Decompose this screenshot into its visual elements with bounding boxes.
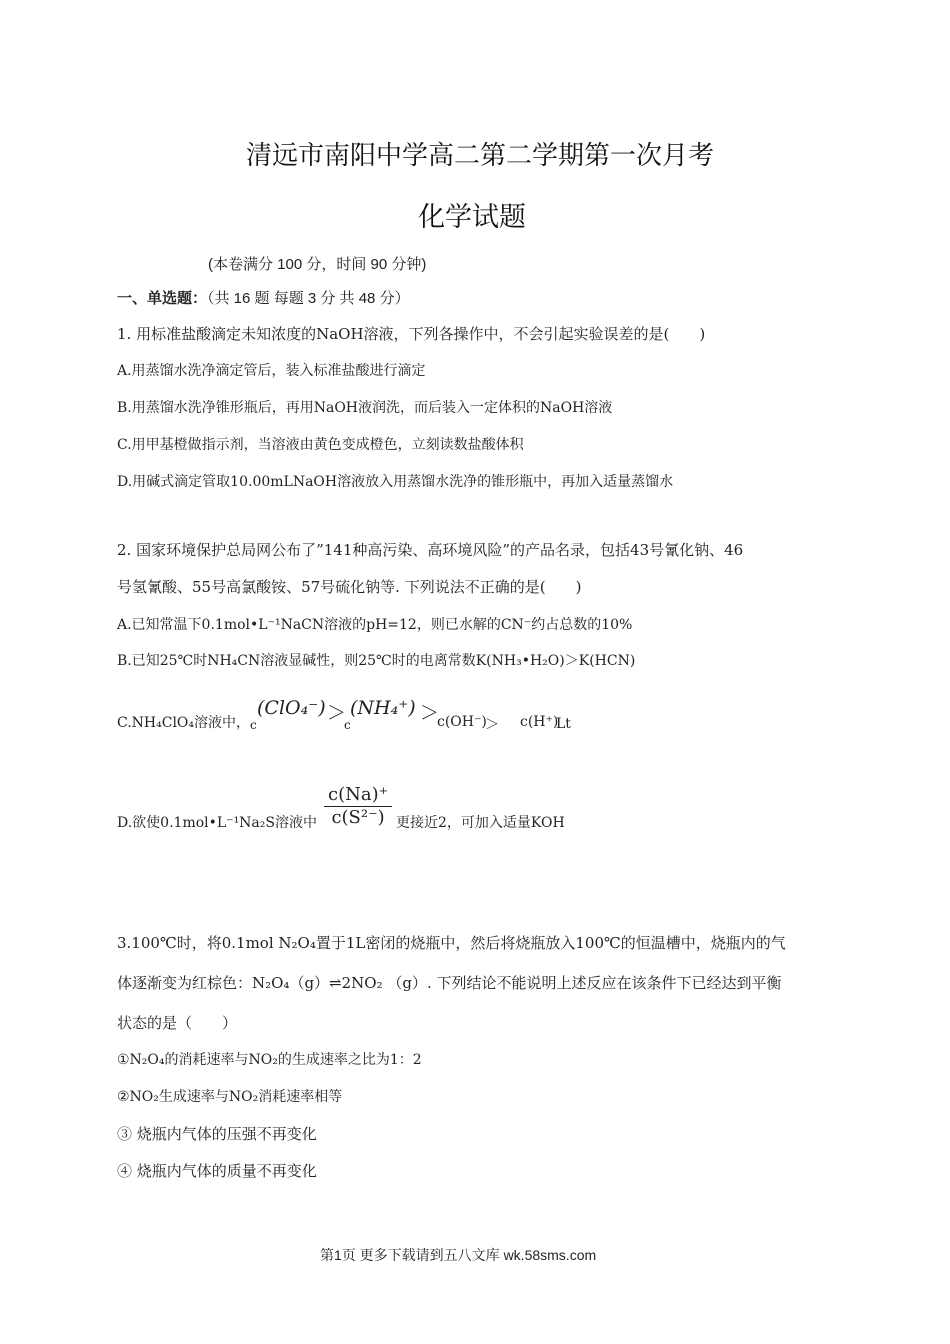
q3-stem-line1: 3.100℃时，将0.1mol N₂O₄置于1L密闭的烧瓶中，然后将烧瓶放入100℃的恒温槽中，烧瓶内的气 — [117, 934, 786, 952]
q3-stem-line2: 体逐渐变为红棕色：N₂O₄（g）⇌2NO₂ （g）. 下列结论不能说明上述反应在该条件下已经达到平衡 — [117, 974, 782, 992]
q2-c-term-h: c(H⁺) — [520, 714, 559, 730]
q2-c-symbol-1: c — [250, 718, 257, 732]
page-footer: 第1页 更多下载请到五八文库 wk.58sms.com — [320, 1247, 597, 1263]
q3-item-2: ②NO₂生成速率与NO₂消耗速率相等 — [117, 1089, 343, 1105]
q2-c-trailing-mark: Lt — [556, 716, 571, 732]
q3-item-3: ③ 烧瓶内气体的压强不再变化 — [117, 1125, 317, 1143]
section-label: 一、单选题： — [117, 290, 208, 307]
q2-option-d-suffix: 更接近2，可加入适量KOH — [396, 815, 565, 831]
q3-item-4: ④ 烧瓶内气体的质量不再变化 — [117, 1162, 317, 1180]
q1-option-d: D.用碱式滴定管取10.00mLNaOH溶液放入用蒸馏水洗净的锥形瓶中，再加入适量蒸馏水 — [117, 474, 674, 490]
section-info: （共 16 题 每题 3 分 共 48 分） — [207, 290, 410, 307]
q1-stem: 1. 用标准盐酸滴定未知浓度的NaOH溶液，下列各操作中，不会引起实验误差的是( ) — [117, 325, 706, 343]
q2-c-gt-3: ＞ — [485, 717, 499, 733]
q1-option-a: A.用蒸馏水洗净滴定管后，装入标准盐酸进行滴定 — [117, 363, 426, 379]
q1-option-b: B.用蒸馏水洗净锥形瓶后，再用NaOH液润洗，而后装入一定体积的NaOH溶液 — [117, 400, 613, 416]
exam-title: 清远市南阳中学高二第二学期第一次月考 — [246, 141, 715, 171]
q2-d-denominator: c(S²⁻) — [331, 807, 385, 828]
q2-option-a: A.已知常温下0.1mol•L⁻¹NaCN溶液的pH=12，则已水解的CN⁻约占总数的10% — [117, 617, 633, 633]
q2-stem-line1: 2. 国家环境保护总局网公布了”141种高污染、高环境风险”的产品名录，包括43号氰化钠、46 — [117, 541, 744, 559]
q2-c-term-nh4: (NH₄⁺) — [350, 697, 416, 719]
q2-d-fraction — [324, 784, 392, 828]
section-heading — [117, 287, 410, 308]
q2-c-term-clo4: (ClO₄⁻) — [257, 697, 326, 719]
q2-option-b: B.已知25℃时NH₄CN溶液显碱性，则25℃时的电离常数K(NH₃•H₂O)＞K(HCN) — [117, 653, 636, 669]
q2-c-gt-1: ＞ — [327, 702, 347, 724]
exam-note: (本卷满分 100 分，时间 90 分钟) — [208, 256, 427, 273]
q2-c-symbol-2: c — [344, 718, 351, 732]
subject-title: 化学试题 — [418, 202, 526, 233]
q2-c-gt-2: ＞ — [420, 702, 440, 724]
q2-c-term-oh: c(OH⁻) — [437, 714, 487, 730]
q2-d-numerator: c(Na)⁺ — [324, 784, 392, 807]
q3-item-1: ①N₂O₄的消耗速率与NO₂的生成速率之比为1：2 — [117, 1052, 422, 1068]
q2-option-c-prefix: C.NH₄ClO₄溶液中， — [117, 715, 251, 731]
q2-option-d-prefix: D.欲使0.1mol•L⁻¹Na₂S溶液中 — [117, 815, 317, 831]
q3-stem-line3: 状态的是（ ） — [117, 1014, 238, 1032]
q1-option-c: C.用甲基橙做指示剂，当溶液由黄色变成橙色，立刻读数盐酸体积 — [117, 437, 524, 453]
q2-stem-line2: 号氢氰酸、55号高氯酸铵、57号硫化钠等. 下列说法不正确的是( ) — [117, 578, 582, 596]
